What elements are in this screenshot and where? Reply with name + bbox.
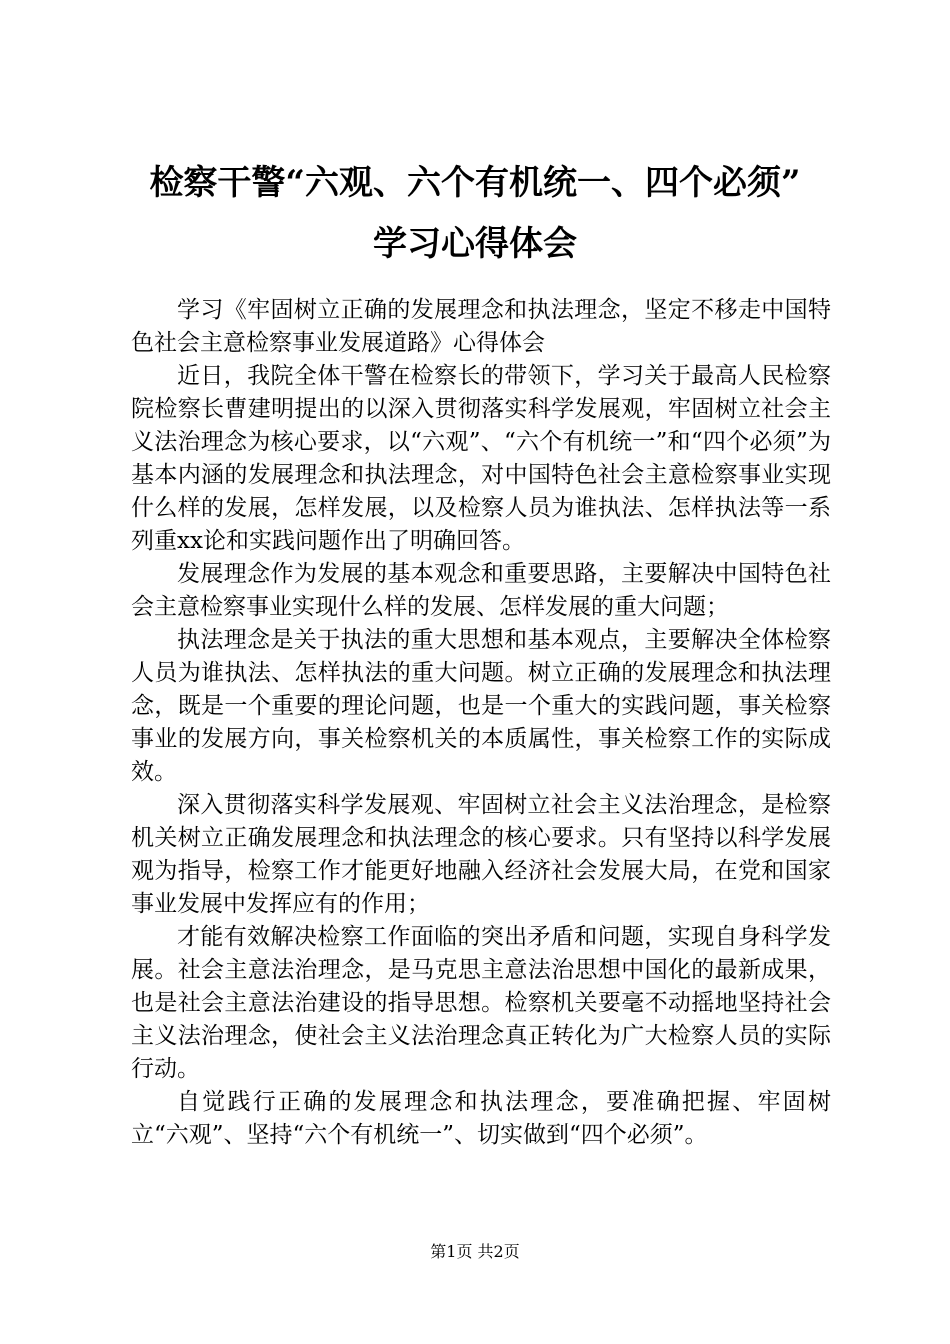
paragraph-5: 深入贯彻落实科学发展观、牢固树立社会主义法治理念，是检察机关树立正确发展理念和执法理念的核心要求。只有坚持以科学发展观为指导，检察工作才能更好地融入经济社会发展大局，在党和国家事业发展中发挥应有的作用； [131,792,831,917]
document-title-line-1: 检察干警“六观、六个有机统一、四个必须” [149,163,801,203]
paragraph-3: 发展理念作为发展的基本观念和重要思路，主要解决中国特色社会主意检察事业实现什么样的发展、怎样发展的重大问题； [131,561,831,620]
paragraph-7: 自觉践行正确的发展理念和执法理念，要准确把握、牢固树立“六观”、坚持“六个有机统一”、切实做到“四个必须”。 [131,1089,831,1148]
paragraph-1: 学习《牢固树立正确的发展理念和执法理念，坚定不移走中国特色社会主意检察事业发展道路》心得体会 [131,297,831,356]
paragraph-4: 执法理念是关于执法的重大思想和基本观点，主要解决全体检察人员为谁执法、怎样执法的重大问题。树立正确的发展理念和执法理念，既是一个重要的理论问题，也是一个重大的实践问题，事关检察事业的发展方向，事关检察机关的本质属性，事关检察工作的实际成效。 [131,627,831,785]
document-title-line-2: 学习心得体会 [373,224,577,264]
paragraph-6: 才能有效解决检察工作面临的突出矛盾和问题，实现自身科学发展。社会主意法治理念，是马克思主意法治思想中国化的最新成果，也是社会主意法治建设的指导思想。检察机关要毫不动摇地坚持社会主义法治理念，使社会主义法治理念真正转化为广大检察人员的实际行动。 [131,924,831,1082]
paragraph-2: 近日，我院全体干警在检察长的带领下，学习关于最高人民检察院检察长曹建明提出的以深入贯彻落实科学发展观，牢固树立社会主义法治理念为核心要求，以“六观”、“六个有机统一”和“四个必须”为基本内涵的发展理念和执法理念，对中国特色社会主意检察事业实现什么样的发展，怎样发展，以及检察人员为谁执法、怎样执法等一系列重xx论和实践问题作出了明确回答。 [131,363,831,554]
document-body [131,294,831,1152]
page-number-footer: 第1页 共2页 [430,1242,520,1261]
